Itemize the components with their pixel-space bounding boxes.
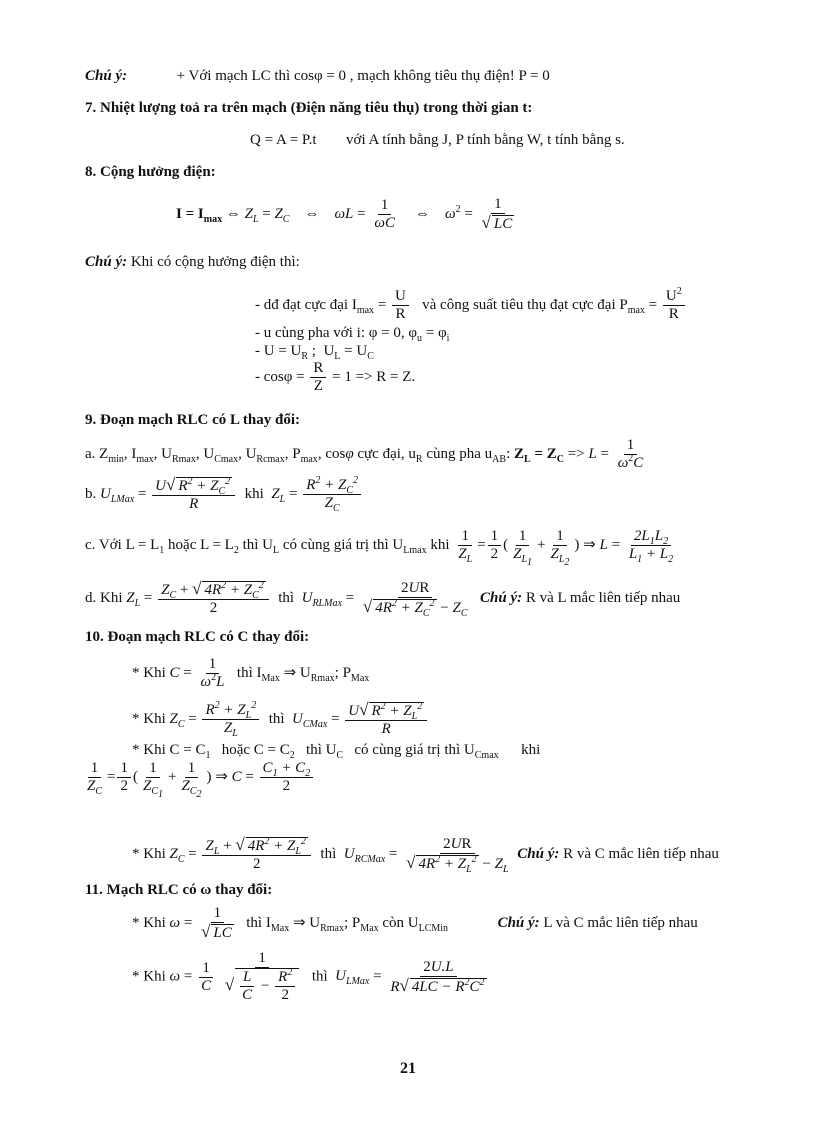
section-9-line-a: a. $Z_{min}$, $I_{max}$, $U_{Rmax}$, $U_{Cmax}$, $U_{Rcmax}$, $P_{max}$, cosφ cực đại, $u_R$ cùng pha $u_{AB}$: $Z_L = Z_C => L$ = $\frac{1}{\omega^2C}$ xyxy=(85,437,644,471)
page-number: 21 xyxy=(400,1060,416,1077)
units-description: với A tính bằng J, P tính bằng W, t tính bằng s. xyxy=(346,132,625,148)
section-9-line-c: c. Với $L = L_1$ hoặc $L = L_2$ thì $U_L$ có cùng giá trị thì $U_{Lmax}$ khi $\frac{1}{Z_L}$ = $\frac{1}{2}$ ( $\frac{1}{Z_{L_1}}$ + $\frac{1}{Z_{L_2}}$ ) ⇒ L = $\frac{2L_1L_2}{L_1 + L_2}$ xyxy=(85,528,674,568)
note-line-1 xyxy=(85,66,550,86)
resonance-bullet-1: - dđ đạt cực đại $I_{max}$ = $\frac{U}{R}$ và công suất tiêu thụ đạt cực đại $P_{max}$ = $\frac{U^2}{R}$ xyxy=(255,288,687,323)
resonance-bullet-4: - cosφ = $\frac{R}{Z}$ = 1 => R = Z. xyxy=(255,360,416,394)
section-7-heading: 7. Nhiệt lượng toả ra trên mạch (Điện năng tiêu thụ) trong thời gian t: xyxy=(85,100,533,116)
resonance-bullet-2: - u cùng pha với i: φ = 0, $\varphi_u = \varphi_i$ xyxy=(255,325,450,344)
section-10-line-3: * Khi $C = C_1$ hoặc $C = C_2$ thì $U_C$ có cùng giá trị thì $U_{Cmax}$ khi xyxy=(132,742,541,761)
section-11-heading: 11. Mạch RLC có ω thay đổi: xyxy=(85,882,273,898)
note-line-2 xyxy=(85,252,300,272)
note-label: Chú ý: xyxy=(85,254,128,270)
section-7-formula-line xyxy=(250,130,625,150)
section-10-line-4: * Khi $Z_C$ = $\frac{Z_L + √ 4R^2 + Z_L^2}{2}$ thì $U_{RCMax}$ = $\frac{2UR}{√ 4R^2 + Z_L^2 - Z_L}$ Chú ý: R và C mắc liên tiếp nhau xyxy=(132,835,719,875)
section-11-line-1: * Khi ω = $\frac{1}{√ LC}$ thì $I_{Max}$ ⇒ $U_{Rmax}$; $P_{Max}$ còn $U_{LCMin}$ Chú ý: L và C mắc liên tiếp nhau xyxy=(132,905,698,941)
note-text: + Với mạch LC thì cosφ = 0 , mạch không tiêu thụ điện! P = 0 xyxy=(176,68,550,84)
resonance-formula: $I = I_{max}$ ⇔ $Z_L = Z_C$ ⇔ ωL = $\frac{1}{\omega C}$ ⇔ $\omega^2$ = $\frac{1}{√ LC}$ xyxy=(176,196,513,232)
section-9-line-d: d. Khi $Z_L$ = $\frac{Z_C + √ 4R^2 + Z_C^2}{2}$ thì $U_{RLMax}$ = $\frac{2UR}{√ 4R^2 + Z_C^2 - Z_C}$ Chú ý: R và L mắc liên tiếp nhau xyxy=(85,579,681,619)
section-8-heading: 8. Cộng hưởng điện: xyxy=(85,164,216,180)
section-10-line-3-formula: $\frac{1}{Z_C}$ = $\frac{1}{2}$ ( $\frac{1}{Z_{C_1}}$ + $\frac{1}{Z_{C_2}}$ ) ⇒ C = $\frac{C_1 + C_2}{2}$ xyxy=(82,760,315,795)
resonance-bullet-3: - $U = U_R$ ; $U_L = U_C$ xyxy=(255,343,374,362)
heat-formula: Q = A = P.t xyxy=(250,132,317,148)
section-11-line-2: * Khi ω = $\frac{1}{C}$ 1 √ $\frac{L}{C}$ − $\frac{R^2}{2}$ thì $U_{LMax}$ = $\frac{2U.L}{R√ 4LC - R^2C^2}$ xyxy=(132,950,485,1003)
note-text: Khi có cộng hưởng điện thì: xyxy=(130,254,300,270)
section-10-line-1: * Khi C = $\frac{1}{\omega^2L}$ thì $I_{Max}$ ⇒ $U_{Rmax}$; $P_{Max}$ xyxy=(132,656,370,690)
note-label: Chú ý: xyxy=(85,68,128,84)
section-9-line-b: b. $U_{LMax}$ = $\frac{U√ R^2 + Z_C^2}{R}$ khi $Z_L$ = $\frac{R^2 + Z_C^2}{Z_C}$ xyxy=(85,476,363,513)
section-9-heading: 9. Đoạn mạch RLC có L thay đổi: xyxy=(85,412,301,428)
section-10-heading: 10. Đoạn mạch RLC có C thay đổi: xyxy=(85,629,310,645)
section-10-line-2: * Khi $Z_C$ = $\frac{R^2 + Z_L^2}{Z_L}$ thì $U_{CMax}$ = $\frac{U√ R^2 + Z_L^2}{R}$ xyxy=(132,701,429,738)
